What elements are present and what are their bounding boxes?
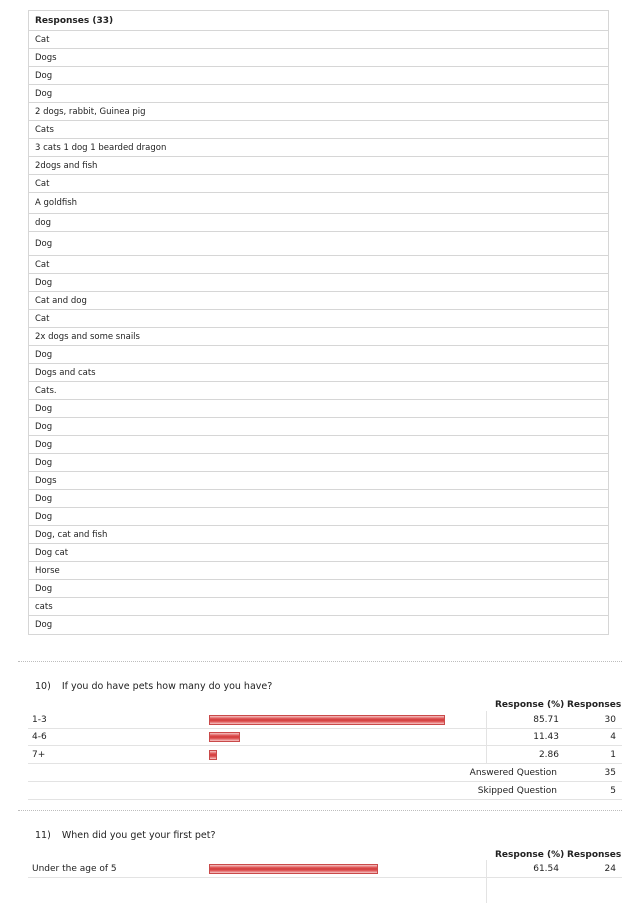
response-row: Dog: [29, 400, 608, 418]
skipped-value: 5: [610, 786, 616, 796]
response-row: Dog: [29, 436, 608, 454]
column-divider: [486, 746, 487, 764]
response-percent: 2.86: [538, 750, 559, 760]
response-row: Dogs: [29, 49, 608, 67]
response-row: Dog: [29, 418, 608, 436]
response-row: Dog: [29, 232, 608, 256]
skipped-label: Skipped Question: [477, 786, 557, 796]
response-row: Cat and dog: [29, 292, 608, 310]
responses-table: [28, 10, 609, 635]
response-row: Cats.: [29, 382, 608, 400]
question-text: When did you get your first pet?: [61, 830, 216, 841]
response-percent: 61.54: [533, 864, 559, 874]
q10-response-pct-header: Response (%): [495, 700, 565, 710]
result-row: [28, 746, 622, 764]
response-bar: [209, 750, 217, 760]
result-row: [28, 711, 622, 729]
option-label: 1-3: [32, 715, 47, 725]
option-label: Under the age of 5: [32, 864, 117, 874]
column-divider: [486, 860, 487, 878]
response-row: 2x dogs and some snails: [29, 328, 608, 346]
bar-track: [209, 732, 449, 742]
question-10-title: [35, 681, 272, 692]
response-row: Dogs and cats: [29, 364, 608, 382]
bar-track: [209, 715, 449, 725]
q10-responses-header: Responses: [567, 700, 622, 710]
responses-list: [29, 31, 608, 634]
response-row: Cat: [29, 256, 608, 274]
response-count: 1: [610, 750, 616, 760]
response-row: dog: [29, 214, 608, 232]
result-row: [28, 860, 622, 878]
question-number: 11): [35, 830, 51, 841]
response-row: Cats: [29, 121, 608, 139]
question-text: If you do have pets how many do you have?: [61, 681, 273, 692]
section-divider: [18, 810, 622, 811]
response-row: Dogs: [29, 472, 608, 490]
q10-skipped-row: [28, 782, 622, 800]
option-label: 4-6: [32, 732, 47, 742]
column-divider: [486, 711, 487, 729]
response-row: Horse: [29, 562, 608, 580]
response-row: Dog: [35, 620, 53, 630]
response-row: Dog: [29, 508, 608, 526]
response-row: Cat: [29, 31, 608, 49]
response-row: Dog, cat and fish: [29, 526, 608, 544]
response-bar: [209, 864, 378, 874]
q10-answered-row: [28, 764, 622, 782]
responses-table-header: Responses (33): [29, 11, 608, 31]
response-percent: 85.71: [533, 715, 559, 725]
result-row: [28, 728, 622, 746]
response-row: Dog: [29, 274, 608, 292]
response-row: Dog: [29, 454, 608, 472]
response-bar: [209, 715, 445, 725]
response-row: 2 dogs, rabbit, Guinea pig: [29, 103, 608, 121]
response-row: Cat: [29, 175, 608, 193]
response-percent: 11.43: [533, 732, 559, 742]
section-divider: [18, 661, 622, 662]
question-11-title: [35, 830, 216, 841]
response-row: 3 cats 1 dog 1 bearded dragon: [29, 139, 608, 157]
bar-track: [209, 864, 449, 874]
option-label: 7+: [32, 750, 46, 760]
column-divider: [486, 728, 487, 746]
response-row: Dog: [29, 490, 608, 508]
answered-label: Answered Question: [469, 768, 557, 778]
column-divider: [486, 878, 487, 903]
response-row: Dog cat: [29, 544, 608, 562]
response-row: Dog: [29, 580, 608, 598]
response-row: A goldfish: [29, 193, 608, 214]
question-number: 10): [35, 681, 51, 692]
response-row: Dog: [29, 85, 608, 103]
bar-track: [209, 750, 449, 760]
response-row: Cat: [29, 310, 608, 328]
response-row: Dog: [29, 346, 608, 364]
response-row: Dog: [29, 67, 608, 85]
response-count: 24: [604, 864, 616, 874]
q11-response-pct-header: Response (%): [495, 850, 565, 860]
response-count: 30: [604, 715, 616, 725]
response-row: 2dogs and fish: [29, 157, 608, 175]
answered-value: 35: [604, 768, 616, 778]
response-count: 4: [610, 732, 616, 742]
response-row: cats: [29, 598, 608, 616]
response-bar: [209, 732, 240, 742]
q11-responses-header: Responses: [567, 850, 622, 860]
